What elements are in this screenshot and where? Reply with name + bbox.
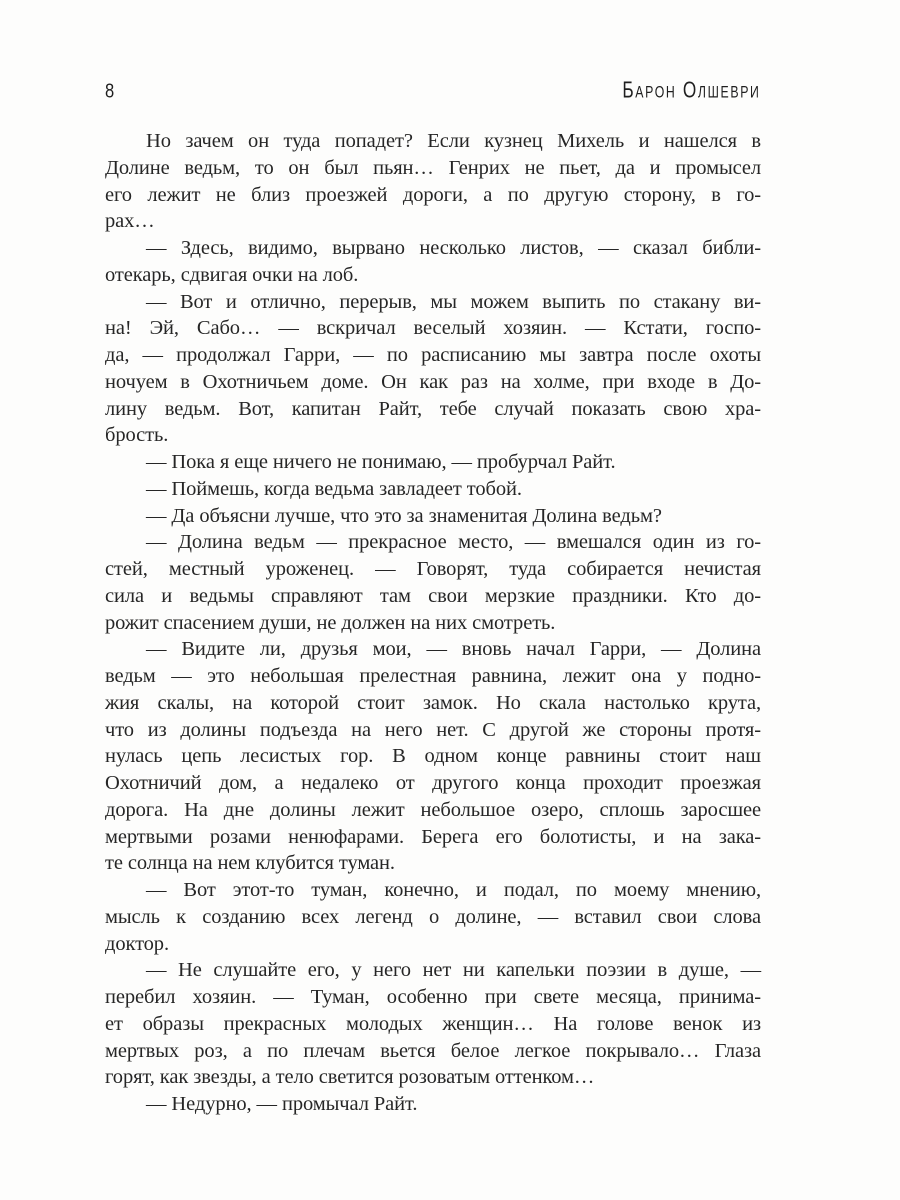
text-line: горят, как звезды, а тело светится розоватым оттенком… — [105, 1066, 595, 1089]
text-line: рожит спасением души, не должен на них смотреть. — [105, 611, 556, 634]
text-line: его лежит не близ проезжей дороги, а по другую сторону, в го- — [105, 183, 761, 206]
text-line: — Поймешь, когда ведьма завладеет тобой. — [146, 477, 522, 500]
text-line: ночуем в Охотничьем доме. Он как раз на холме, при входе в До- — [105, 370, 761, 393]
text-line: на! Эй, Сабо… — вскричал веселый хозяин. — Кстати, госпо- — [105, 317, 761, 340]
text-line: — Вот этот-то туман, конечно, и подал, по моему мнению, — [146, 879, 761, 901]
text-line: — Да объясни лучше, что это за знаменитая Долина ведьм? — [146, 504, 662, 527]
text-line: те солнца на нем клубится туман. — [105, 852, 395, 875]
text-line: Но зачем он туда попадет? Если кузнец Михель и нашелся в — [146, 130, 761, 152]
text-line: доктор. — [105, 932, 169, 955]
text-block — [105, 128, 761, 1118]
text-line: да, — продолжал Гарри, — по расписанию мы завтра после охоты — [105, 344, 761, 366]
text-line: что из долины подъезда на него нет. С другой же стороны протя- — [105, 718, 761, 741]
text-line: перебил хозяин. — Туман, особенно при свете месяца, принима- — [105, 986, 761, 1008]
text-line: мертвыми розами ненюфарами. Берега его болотисты, и на зака- — [105, 825, 761, 848]
text-line: жия скалы, на которой стоит замок. Но скала настолько крута, — [105, 691, 761, 714]
text-line: Долине ведьм, то он был пьян… Генрих не пьет, да и промысел — [105, 156, 761, 179]
text-line: нулась цепь лесистых гор. В одном конце равнины стоит наш — [105, 745, 761, 768]
text-line: — Недурно, — промычал Райт. — [146, 1093, 418, 1115]
text-line: дорога. На дне долины лежит небольшое озеро, сплошь заросшее — [105, 798, 761, 821]
text-line: отекарь, сдвигая очки на лоб. — [105, 263, 359, 286]
text-line: лину ведьм. Вот, капитан Райт, тебе случай показать свою хра- — [105, 397, 761, 420]
text-line: — Видите ли, друзья мои, — вновь начал Гарри, — Долина — [146, 638, 761, 661]
text-line: сила и ведьмы справляют там свои мерзкие праздники. Кто до- — [105, 584, 761, 607]
text-line: Охотничий дом, а недалеко от другого конца проходит проезжая — [105, 772, 761, 794]
text-line: — Не слушайте его, у него нет ни капельки поэзии в душе, — — [146, 959, 761, 982]
text-line: — Здесь, видимо, вырвано несколько листов, — сказал библи- — [146, 237, 761, 259]
text-line: мысль к созданию всех легенд о долине, — вставил свои слова — [105, 905, 761, 928]
running-title: Барон Олшеври — [622, 77, 761, 103]
text-line: ведьм — это небольшая прелестная равнина, лежит она у подно- — [105, 665, 761, 687]
text-line: — Вот и отлично, перерыв, мы можем выпить по стакану ви- — [146, 290, 761, 313]
text-line: — Долина ведьм — прекрасное место, — вмешался один из го- — [146, 531, 761, 554]
text-line: ет образы прекрасных молодых женщин… На голове венок из — [105, 1012, 761, 1035]
text-line: рах… — [105, 210, 155, 233]
text-line: — Пока я еще ничего не понимаю, — пробурчал Райт. — [146, 451, 616, 473]
text-line: мертвых роз, а по плечам вьется белое легкое покрывало… Глаза — [105, 1039, 761, 1062]
text-line: стей, местный уроженец. — Говорят, туда собирается нечистая — [105, 558, 761, 580]
page-number: 8 — [105, 79, 115, 102]
running-header — [105, 77, 761, 106]
text-line: брость. — [105, 424, 169, 447]
